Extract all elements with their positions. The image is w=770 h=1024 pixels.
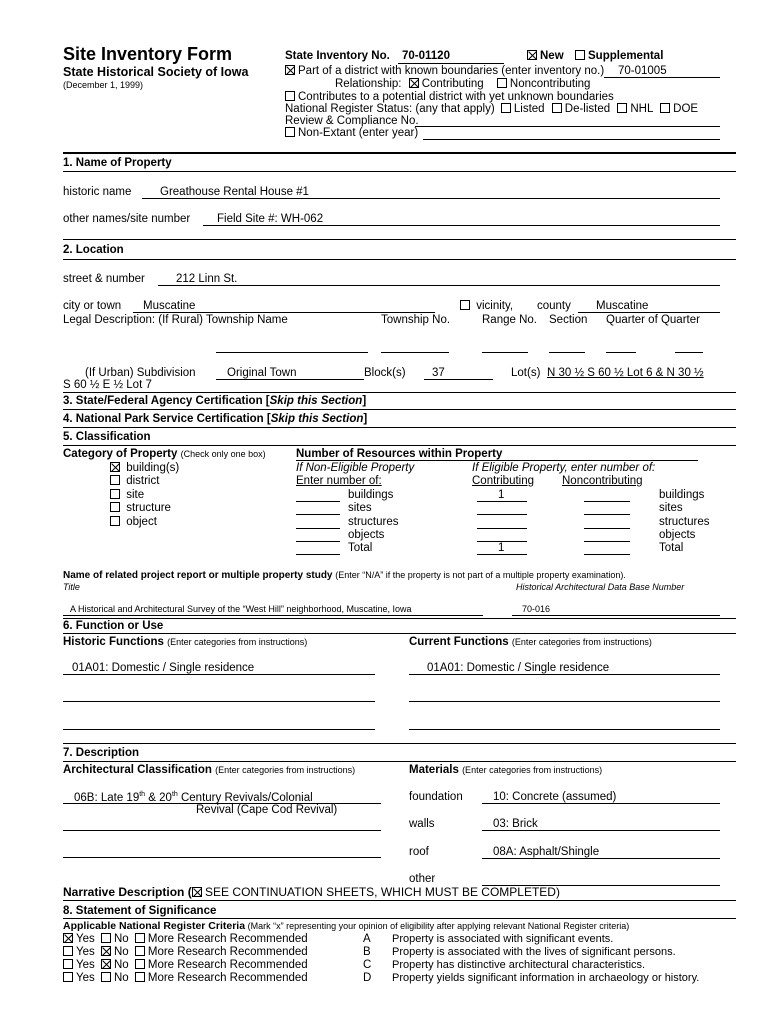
criterion-d-text: Property yields significant information in archaeology or history. (392, 972, 700, 984)
lots-label: Lot(s) (511, 367, 541, 379)
section-6-heading: 6. Function or Use (63, 620, 164, 632)
category-structure: structure (110, 502, 171, 515)
section-label: Section (549, 314, 588, 326)
criterion-b-no-checkbox[interactable] (101, 946, 111, 956)
legal-description-label: Legal Description: (If Rural) Township Name (63, 314, 288, 326)
section-7-heading: 7. Description (63, 747, 140, 759)
inventory-number[interactable]: 70-01120 (402, 50, 450, 62)
title-column-label: Title (63, 582, 80, 592)
resource-label-total: Total (348, 542, 373, 554)
roof-label: roof (409, 846, 429, 858)
building-checkbox[interactable] (110, 462, 120, 472)
criterion-a-no-checkbox[interactable] (101, 933, 111, 943)
eligible-label: If Eligible Property, enter number of: (472, 462, 656, 474)
site-checkbox[interactable] (110, 489, 120, 499)
criterion-b-yes-checkbox[interactable] (63, 946, 73, 956)
contributing-buildings[interactable]: 1 (498, 489, 505, 501)
resource-label-sites: sites (348, 502, 372, 514)
historic-name-label: historic name (63, 186, 132, 198)
other-names-value[interactable]: Field Site #: WH-062 (217, 213, 324, 225)
walls-value[interactable]: 03: Brick (493, 818, 538, 830)
noncontributing-checkbox[interactable] (497, 78, 507, 88)
section-4-heading: 4. National Park Service Certification [Skip this Section] (63, 413, 368, 425)
other-names-label: other names/site number (63, 213, 191, 225)
category-heading: Category of Property (Check only one box) (63, 448, 266, 460)
eligible-label-sites: sites (659, 502, 683, 514)
county-label: county (537, 300, 571, 312)
review-label: Review & Compliance No. (285, 115, 419, 127)
contributing-column: Contributing (472, 475, 535, 487)
inventory-label: State Inventory No. (285, 50, 390, 62)
potential-district-checkbox[interactable] (285, 91, 295, 101)
section-1-heading: 1. Name of Property (63, 157, 172, 169)
study-title-value[interactable]: A Historical and Architectural Survey of the “West Hill” neighborhood, Muscatine, Iowa (70, 604, 412, 614)
nhl-checkbox[interactable] (617, 103, 627, 113)
criterion-c-no-checkbox[interactable] (101, 959, 111, 969)
current-function-value[interactable]: 01A01: Domestic / Single residence (427, 662, 610, 674)
city-value[interactable]: Muscatine (143, 300, 196, 312)
nr-status-row: National Register Status: (any that apply) Listed De-listed NHL DOE (285, 103, 699, 115)
doe-checkbox[interactable] (660, 103, 670, 113)
lots-value[interactable]: N 30 ½ S 60 ½ Lot 6 & N 30 ½ (547, 367, 704, 379)
section-8-heading: 8. Statement of Significance (63, 905, 217, 917)
walls-label: walls (409, 818, 435, 830)
eligible-label-total: Total (659, 542, 684, 554)
urban-subdivision-label: (If Urban) Subdivision (85, 367, 196, 379)
district-category-checkbox[interactable] (110, 475, 120, 485)
supplemental-checkbox[interactable] (575, 50, 585, 60)
quarter-label: Quarter of Quarter (606, 314, 700, 326)
roof-value[interactable]: 08A: Asphalt/Shingle (493, 846, 600, 858)
historic-name-value[interactable]: Greathouse Rental House #1 (160, 186, 309, 198)
form-date: (December 1, 1999) (63, 80, 144, 90)
category-building: building(s) (110, 462, 179, 475)
foundation-label: foundation (409, 791, 463, 803)
district-number[interactable]: 70-01005 (618, 65, 667, 77)
narrative-checkbox[interactable] (192, 887, 202, 897)
delisted-checkbox[interactable] (552, 103, 562, 113)
criterion-c-more-checkbox[interactable] (135, 959, 145, 969)
eligible-label-buildings: buildings (659, 489, 705, 501)
potential-district-row: Contributes to a potential district with yet unknown boundaries (285, 91, 614, 104)
criterion-c-yes-checkbox[interactable] (63, 959, 73, 969)
criterion-a-yes-checkbox[interactable] (63, 933, 73, 943)
blocks-value[interactable]: 37 (432, 367, 445, 379)
criterion-b-text: Property is associated with the lives of significant persons. (392, 946, 676, 958)
narrative-description-row: Narrative Description ( SEE CONTINUATION SHEETS, WHICH MUST BE COMPLETED) (63, 885, 560, 899)
criterion-d-more-checkbox[interactable] (135, 972, 145, 982)
criterion-d-letter: D (363, 972, 372, 984)
study-number-value[interactable]: 70-016 (522, 604, 551, 614)
resource-label-objects: objects (348, 529, 385, 541)
enter-number-label: Enter number of: (296, 475, 382, 487)
arch-classification-value-line2[interactable]: Revival (Cape Cod Revival) (196, 804, 338, 816)
category-object: object (110, 516, 157, 529)
arch-classification-value[interactable]: 06B: Late 19th & 20th Century Revivals/Colonial (74, 791, 313, 804)
district-checkbox[interactable] (285, 65, 295, 75)
criteria-row-c: Yes No More Research Recommended (63, 959, 308, 972)
criterion-a-letter: A (363, 933, 371, 945)
resource-label-structures: structures (348, 516, 399, 528)
resource-label-buildings: buildings (348, 489, 394, 501)
criteria-heading: Applicable National Register Criteria (Mark “x” representing your opinion of eligibility after applying relevant National Register criteria) (63, 920, 630, 932)
new-checkbox[interactable] (527, 50, 537, 60)
related-study-heading: Name of related project report or multiple property study (Enter “N/A” if the property is not part of a multiple property examination). (63, 570, 626, 581)
street-label: street & number (63, 273, 145, 285)
section-2-heading: 2. Location (63, 244, 124, 256)
lots-value-continued[interactable]: S 60 ½ E ½ Lot 7 (63, 379, 152, 391)
county-value[interactable]: Muscatine (596, 300, 649, 312)
subdivision-value[interactable]: Original Town (227, 367, 297, 379)
township-no-label: Township No. (381, 314, 451, 326)
criterion-d-yes-checkbox[interactable] (63, 972, 73, 982)
section-3-heading: 3. State/Federal Agency Certification [Skip this Section] (63, 395, 367, 407)
relationship-row: Relationship: Contributing Noncontributing (335, 78, 591, 90)
vicinity-checkbox[interactable] (460, 300, 470, 310)
blocks-label: Block(s) (364, 367, 406, 379)
new-checkbox-row: New (527, 50, 564, 63)
database-column-label: Historical Architectural Data Base Number (516, 582, 685, 592)
category-district: district (110, 475, 159, 488)
other-label: other (409, 873, 436, 885)
criteria-row-b: Yes No More Research Recommended (63, 946, 308, 959)
nonextant-row: Non-Extant (enter year) (285, 127, 418, 140)
criterion-b-letter: B (363, 946, 371, 958)
eligible-label-objects: objects (659, 529, 696, 541)
range-no-label: Range No. (482, 314, 537, 326)
noncontributing-column: Noncontributing (562, 475, 643, 487)
resources-heading: Number of Resources within Property (296, 448, 503, 460)
form-title: Site Inventory Form (63, 44, 233, 64)
section-5-heading: 5. Classification (63, 431, 151, 443)
criterion-d-no-checkbox[interactable] (101, 972, 111, 982)
category-site: site (110, 489, 144, 502)
street-value[interactable]: 212 Linn St. (176, 273, 238, 285)
criterion-c-text: Property has distinctive architectural characteristics. (392, 959, 646, 971)
district-row: Part of a district with known boundaries (enter inventory no.) (285, 65, 604, 78)
non-eligible-label: If Non-Eligible Property (296, 462, 415, 474)
criteria-row-a: Yes No More Research Recommended (63, 933, 308, 946)
current-functions-heading: Current Functions (Enter categories from instructions) (409, 636, 652, 648)
nonextant-checkbox[interactable] (285, 127, 295, 137)
historic-function-value[interactable]: 01A01: Domestic / Single residence (72, 662, 255, 674)
structure-checkbox[interactable] (110, 502, 120, 512)
criterion-a-more-checkbox[interactable] (135, 933, 145, 943)
materials-heading: Materials (Enter categories from instructions) (409, 764, 603, 776)
arch-classification-heading: Architectural Classification (Enter categories from instructions) (63, 764, 356, 776)
city-label: city or town (63, 300, 122, 312)
eligible-label-structures: structures (659, 516, 710, 528)
contributing-total[interactable]: 1 (498, 542, 505, 554)
listed-checkbox[interactable] (501, 103, 511, 113)
vicinity-row: vicinity, (460, 300, 513, 313)
historic-functions-heading: Historic Functions (Enter categories from instructions) (63, 636, 308, 648)
criterion-b-more-checkbox[interactable] (135, 946, 145, 956)
foundation-value[interactable]: 10: Concrete (assumed) (493, 791, 617, 803)
criteria-row-d: Yes No More Research Recommended (63, 972, 308, 985)
object-checkbox[interactable] (110, 516, 120, 526)
contributing-checkbox[interactable] (409, 78, 419, 88)
criterion-a-text: Property is associated with significant events. (392, 933, 614, 945)
criterion-c-letter: C (363, 959, 372, 971)
supplemental-checkbox-row: Supplemental (575, 50, 663, 63)
agency-name: State Historical Society of Iowa (63, 65, 249, 79)
